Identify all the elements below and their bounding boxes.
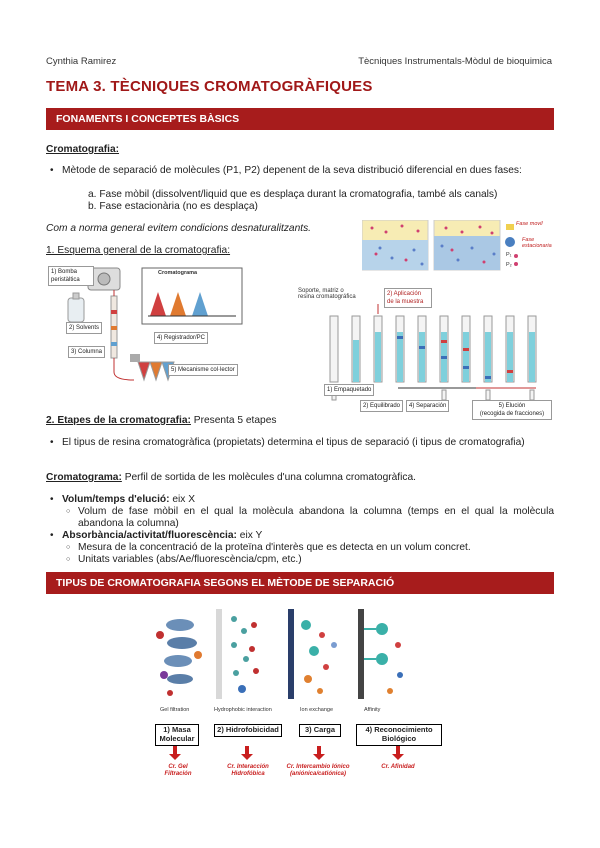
box-reconocimiento: 4) Reconocimiento Biológico	[356, 724, 442, 746]
caption-gel-filtration: Gel filtration	[160, 707, 190, 713]
box-hidrofobicidad: 2) Hidrofobicidad	[214, 724, 282, 737]
section-bar-tipus: TIPUS DE CROMATOGRAFIA SEGONS EL MÈTODE DE SEPARACIÓ	[46, 572, 554, 594]
label-mecanisme: 5) Mecanisme col·lector	[168, 364, 238, 376]
cromatografia-heading: Cromatografia:	[46, 144, 120, 155]
cromatograma-heading: Cromatograma:	[46, 472, 122, 483]
label-cromatograma: Cromatograma	[158, 270, 198, 276]
label-registrador: 4) Registrador/PC	[154, 332, 208, 344]
eixx-sub: Volum de fase mòbil en el qual la molècula abandona la columna (temps en el qual la molècula abandona la columna)	[78, 506, 554, 529]
eixx-line	[62, 494, 195, 506]
label-equilibrado: 2) Equilibrado	[360, 400, 403, 412]
header-course: Tècniques Instrumentals-Mòdul de bioquimica	[358, 56, 552, 67]
arrows-row	[150, 744, 450, 762]
caption-hydrophobic: Hydrophobic interaction	[214, 707, 272, 713]
result-ionico: Cr. Intercambio Iónico (aniónica/catiónica)	[286, 764, 350, 777]
cromatograma-line	[46, 472, 416, 484]
box-masa-molecular: 1) Masa Molecular	[155, 724, 199, 746]
box-carga: 3) Carga	[299, 724, 341, 737]
sub-bullet: ○	[66, 556, 71, 563]
bullet-dot: •	[50, 494, 54, 505]
caption-ion-exchange: Ion exchange	[300, 707, 334, 713]
result-afinidad: Cr. Afinidad	[381, 764, 415, 770]
etapes-heading: 2. Etapes de la cromatografia:	[46, 415, 191, 426]
label-elucion-title: 5) Elución	[498, 403, 526, 409]
label-elucion	[472, 400, 552, 420]
header-author: Cynthia Ramirez	[46, 56, 117, 67]
legend-p2: P₂	[506, 262, 512, 268]
fase-mobil: a. Fase mòbil (dissolvent/liquid que es desplaça durant la cromatografia, també als canals)	[88, 189, 498, 200]
etapes-bullet: El tipus de resina cromatogràfica (propietats) determina el tipus de separació (i tipus de cromatografia)	[62, 437, 525, 448]
eixx-label: Volum/temps d'elució:	[62, 494, 170, 505]
label-separacion: 4) Separación	[406, 400, 449, 412]
legend-fase-movil: Fase movil	[516, 221, 543, 227]
label-columna: 3) Columna	[68, 346, 105, 358]
page-title: TEMA 3. TÈCNIQUES CROMATOGRÀFIQUES	[46, 78, 373, 95]
eixy-line	[62, 530, 262, 542]
eixy-sub1: Mesura de la concentració de la proteïna d'interès que es detecta en un volum concret.	[78, 542, 471, 553]
sub-bullet: ○	[66, 508, 71, 515]
down-arrow-icon	[169, 746, 404, 760]
label-empaquetado: 1) Empaquetado	[324, 384, 374, 396]
label-aplicacion: 2) Aplicación de la muestra	[384, 288, 432, 308]
cromatografia-definition: Mètode de separació de molècules (P1, P2) depenent de la seva distribució diferencial en dues fases:	[62, 165, 522, 176]
label-recogida: (recogida de fracciones)	[479, 411, 545, 417]
bullet-dot: •	[50, 530, 54, 541]
esquema-heading: 1. Esquema general de la cromatografia:	[46, 245, 231, 256]
note-text: Com a norma general evitem condicions desnaturalitzants.	[46, 223, 312, 234]
section-bar-fonaments: FONAMENTS I CONCEPTES BÀSICS	[46, 108, 554, 130]
result-gel-filtracion: Cr. Gel Filtración	[164, 764, 192, 777]
caption-affinity: Affinity	[364, 707, 381, 713]
etapes-line	[46, 415, 276, 427]
legend-fase-estacionaria: Fase estacionaria	[522, 237, 552, 249]
eixy-rest: eix Y	[236, 530, 263, 541]
chromatography-types-figure	[150, 605, 414, 705]
etapes-rest: Presenta 5 etapes	[190, 415, 277, 426]
label-soporte: Soporte, matriz o resina cromatográfica	[298, 288, 356, 300]
bullet-dot: •	[50, 437, 54, 448]
bullet-dot: •	[50, 165, 54, 176]
label-solvents: 2) Solvents	[66, 322, 102, 334]
label-bomba: 1) Bomba peristàltica	[48, 266, 94, 286]
sub-bullet: ○	[66, 544, 71, 551]
eixy-sub2: Unitats variables (abs/Ae/fluorescència/cpm, etc.)	[78, 554, 302, 565]
cromatograma-rest: Perfil de sortida de les molècules d'una columna cromatogràfica.	[121, 472, 416, 483]
legend-p1: P₁	[506, 252, 512, 258]
eixx-rest: eix X	[169, 494, 195, 505]
fase-estacionaria: b. Fase estacionària (no es desplaça)	[88, 201, 258, 212]
eixy-label: Absorbància/activitat/fluorescència:	[62, 530, 237, 541]
result-hidrofobica: Cr. Interacción Hidrofóbica	[227, 764, 269, 777]
